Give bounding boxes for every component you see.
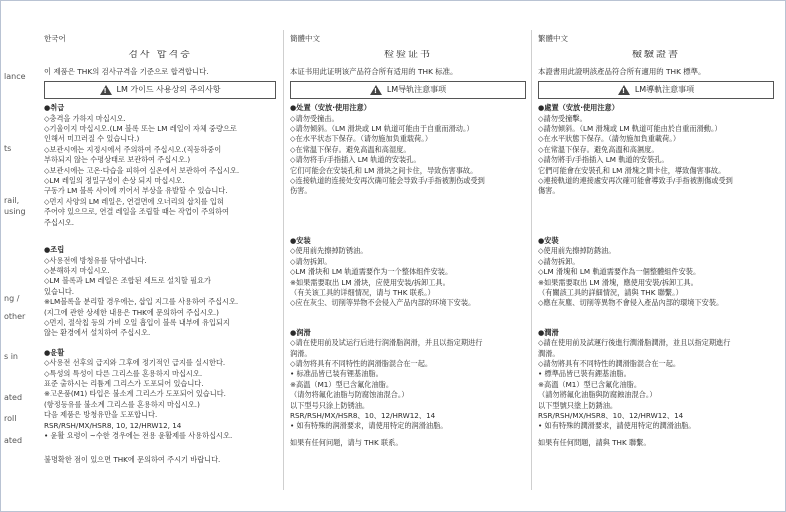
text-line: 주어야 있으므로, 연결 레일을 조립할 때는 작업이 주의하여 bbox=[44, 207, 229, 217]
text-line: • 標準品皆已裝有鋰基油脂。 bbox=[538, 369, 631, 379]
text-line: ◇보관시에는 고온·다습을 피하여 실온에서 보관하여 주십시오. bbox=[44, 165, 240, 175]
text-line: (지그에 관한 상세한 내용은 THK에 문의하여 주십시오.) bbox=[44, 307, 219, 317]
text-line: 傷害。 bbox=[538, 186, 560, 196]
edge-fragment: rail, bbox=[4, 196, 20, 205]
text-line: 它們可能會在安裝孔和 LM 滑塊之間卡住，導致傷害事故。 bbox=[538, 165, 726, 175]
text-line: RSR/RSH/MX/HSR8、10、12/HRW12、14 bbox=[290, 410, 436, 420]
warning-icon bbox=[100, 85, 112, 95]
text-line: ◇在常溫下保存。避免高溫和高濕度。 bbox=[538, 144, 659, 154]
text-line: ◇기울이지 마십시오.(LM 블록 또는 LM 레일이 자체 중량으로 bbox=[44, 124, 237, 134]
text-line: 伤害。 bbox=[290, 186, 312, 196]
text-line: 다음 제품은 방청유만을 도포합니다. bbox=[44, 410, 158, 420]
text-line: ◇應在灰塵、切削等異物不會侵入產品內部的環境下安裝。 bbox=[538, 298, 724, 308]
text-line: ◇連接軌道的連接處安再次確可能會導致手/手指被割傷或受到 bbox=[538, 176, 733, 186]
section-handling: ●處置（安放·使用注意） bbox=[538, 103, 619, 113]
caution-header-text: LM导轨注意事项 bbox=[386, 85, 447, 95]
language-label: 繁體中文 bbox=[538, 34, 568, 43]
language-label: 한국어 bbox=[44, 34, 66, 43]
text-line: ◇请在使用前及试运行后进行润滑脂润滑，并且以指定期进行 bbox=[290, 338, 483, 348]
text-line: 以下型號只塗上防銹油。 bbox=[538, 400, 618, 410]
text-line: 부하되지 않는 수평상태로 보관하여 주십시오.) bbox=[44, 155, 191, 165]
section-lubrication: ●潤滑 bbox=[538, 327, 559, 337]
section-assembly: ●조립 bbox=[44, 245, 65, 255]
caution-header bbox=[290, 81, 526, 99]
text-line: ◇請勿將具有不同特性的潤滑脂混合在一起。 bbox=[538, 358, 681, 368]
text-line: ◇請勿將手/手指插入 LM 軌道的安裝孔。 bbox=[538, 155, 669, 165]
text-line: ◇먼지, 절삭칩 등의 가비 오일 흡입이 블록 내부에 유입되지 bbox=[44, 317, 230, 327]
text-line: ◇LM 블록과 LM 레일은 조합된 세트로 설치할 필요가 bbox=[44, 276, 211, 286]
text-line: 표준 출하시는 리튬계 그리스가 도포되어 있습니다. bbox=[44, 378, 204, 388]
text-line: • 标准品皆已装有锂基油脂。 bbox=[290, 369, 383, 379]
text-line: ◇请勿将手/手指插入 LM 轨道的安装孔。 bbox=[290, 155, 421, 165]
certificate-note: 本证书用此证明该产品符合所有适用的 THK 标准。 bbox=[290, 66, 458, 76]
text-line: ◇在水平状态下保存。（请勿施加负重载荷。） bbox=[290, 134, 433, 144]
edge-fragment: roll bbox=[4, 414, 17, 423]
text-line: 주십시오. bbox=[44, 217, 75, 227]
edge-fragment: ated bbox=[4, 393, 23, 402]
certificate-title: 檢驗證書 bbox=[632, 50, 680, 61]
footer-note: 如果有任何問題，請與 THK 聯繫。 bbox=[538, 437, 651, 447]
text-line: • 如有特殊的潤滑要求，請使用特定的潤滑油脂。 bbox=[538, 421, 696, 431]
footer-note: 불명확한 점이 있으면 THK에 문의하여 주시기 바랍니다. bbox=[44, 455, 221, 465]
text-line: 인해서 미끄러질 수 있습니다.) bbox=[44, 134, 140, 144]
column-divider bbox=[283, 30, 284, 490]
text-line: ※如果需要取出 LM 滑块，应使用安装/拆卸工具。 bbox=[290, 277, 450, 287]
text-line: ◇请勿受撞击。 bbox=[290, 113, 339, 123]
text-line: （请勿将氟化油脂与防腐蚀油混合。） bbox=[290, 390, 409, 400]
caution-header bbox=[538, 81, 774, 99]
text-line: ◇請勿受撞擊。 bbox=[538, 113, 587, 123]
text-line: ◇사용전에 방청유를 닦아냅니다. bbox=[44, 255, 147, 265]
traditional-chinese-column bbox=[538, 34, 774, 494]
text-line: ◇使用前先擦掉防锈油。 bbox=[290, 246, 368, 256]
section-assembly: ●安裝 bbox=[538, 235, 559, 245]
column-divider bbox=[531, 30, 532, 490]
text-line: • 如有特殊的润滑要求，请使用特定的润滑油脂。 bbox=[290, 421, 448, 431]
korean-column bbox=[44, 34, 276, 494]
language-label: 簡體中文 bbox=[290, 34, 320, 43]
section-lubrication: ●润滑 bbox=[290, 327, 311, 337]
footer-note: 如果有任何问题，请与 THK 联系。 bbox=[290, 437, 403, 447]
certificate-title: 검사 합격증 bbox=[128, 50, 192, 61]
certificate-note: 이 제품은 THK의 검사규격을 기준으로 합격합니다. bbox=[44, 66, 209, 76]
caution-header bbox=[44, 81, 276, 99]
text-line: ※LM블록을 분리할 경우에는, 삽입 지그를 사용하여 주십시오. bbox=[44, 297, 239, 307]
edge-fragment: other bbox=[4, 312, 26, 321]
text-line: ◇LM 레일의 정밀구성이 손상 되지 마십시오. bbox=[44, 176, 185, 186]
text-line: RSR/RSH/MX/HSR8, 10, 12/HRW12, 14 bbox=[44, 420, 182, 430]
text-line: ※如果需要取出 LM 滑塊，應使用安裝/拆卸工具。 bbox=[538, 277, 698, 287]
text-line: ◇사용전 선후의 급지와 그후에 정기적인 급지를 실시한다. bbox=[44, 358, 226, 368]
edge-fragment: ated bbox=[4, 436, 23, 445]
edge-fragment: lance bbox=[4, 72, 26, 81]
text-line: RSR/RSH/MX/HSR8、10、12/HRW12、14 bbox=[538, 410, 684, 420]
text-line: 它们可能会在安装孔和 LM 滑块之间卡住，导致伤害事故。 bbox=[290, 165, 478, 175]
text-line: • 윤활 요령이 ~수한 경우에는 전용 윤활제를 사용하십시오. bbox=[44, 431, 233, 440]
warning-icon bbox=[618, 85, 630, 95]
text-line: ◇보관시에는 지정시에서 주의하여 주십시오.(직등하중이 bbox=[44, 144, 222, 154]
section-lubrication: ●윤활 bbox=[44, 347, 65, 357]
text-line: (항정등유를 불소계 그리스를 혼용하지 마십시오.) bbox=[44, 399, 200, 409]
text-line: 않는 환경에서 설치하여 주십시오. bbox=[44, 328, 151, 338]
section-handling: ●处置（安放·使用注意） bbox=[290, 103, 371, 113]
text-line: ※高温（M1）型已含氟化油脂。 bbox=[290, 379, 394, 389]
text-line: ◇LM 滑塊和 LM 軌道需要作為一個整體組件安裝。 bbox=[538, 267, 701, 277]
text-line: ◇请勿将具有不同特性的润滑脂混合在一起。 bbox=[290, 358, 433, 368]
text-line: ◇請勿傾斜。（LM 滑塊或 LM 軌道可能由於自重而滑動。） bbox=[538, 124, 722, 134]
text-line: （有关该工具的详细情况，请与 THK 联系。） bbox=[290, 287, 435, 297]
edge-fragment: using bbox=[4, 207, 26, 216]
text-line: ◇먼지 사양의 LM 레일은, 연결면에 오너리의 삽치를 입혀 bbox=[44, 196, 224, 206]
text-line: ◇請勿拆卸。 bbox=[538, 256, 580, 266]
text-line: ◇在水平狀態下保存。（請勿施加負重載荷。） bbox=[538, 134, 681, 144]
text-line: ◇LM 滑块和 LM 轨道需要作为一个整体组件安装。 bbox=[290, 267, 453, 277]
text-line: ◇应在灰尘、切削等异物不会侵入产品内部的环境下安装。 bbox=[290, 298, 476, 308]
text-line: 潤滑。 bbox=[538, 348, 560, 358]
text-line: ◇분해하지 마십시오. bbox=[44, 265, 110, 275]
warning-icon bbox=[370, 85, 382, 95]
certificate-note: 本證書用此證明該產品符合所有適用的 THK 標準。 bbox=[538, 66, 706, 76]
caution-header-text: LM導軌注意事項 bbox=[634, 85, 695, 95]
text-line: ◇請在使用前及試運行後進行潤滑脂潤滑，並且以指定期進行 bbox=[538, 338, 731, 348]
text-line: ◇请勿拆卸。 bbox=[290, 256, 332, 266]
text-line: ◇请勿倾斜。（LM 滑块或 LM 轨道可能由于自重而滑动。） bbox=[290, 124, 474, 134]
text-line: ◇连接轨道的连接处安再次确可能会导致手/手指被割伤或受到 bbox=[290, 176, 485, 186]
text-line: （請勿將氟化油脂與防腐蝕油混合。） bbox=[538, 390, 657, 400]
edge-fragment: ts bbox=[4, 144, 12, 153]
edge-fragment: s in bbox=[4, 352, 19, 361]
certificate-title: 检验证书 bbox=[384, 50, 432, 61]
text-line: 구동가 LM 블록 사이에 끼어서 부상을 유발할 수 있습니다. bbox=[44, 186, 228, 196]
text-line: ※고온품(M1) 타입은 불소계 그리스가 도포되어 있습니다. bbox=[44, 389, 226, 399]
text-line: ◇특성의 특성이 다른 그리스를 혼용하지 마십시오. bbox=[44, 368, 203, 378]
caution-header-text: LM 가이드 사용상의 주의사항 bbox=[116, 85, 221, 95]
text-line: 润滑。 bbox=[290, 348, 312, 358]
text-line: ※高溫（M1）型已含氟化油脂。 bbox=[538, 379, 642, 389]
text-line: （有關該工具的詳細情況，請與 THK 聯繫。） bbox=[538, 287, 683, 297]
simplified-chinese-column bbox=[290, 34, 526, 494]
text-line: 있습니다. bbox=[44, 286, 75, 296]
edge-fragment: ng / bbox=[4, 294, 20, 303]
section-handling: ●취급 bbox=[44, 103, 65, 113]
section-assembly: ●安装 bbox=[290, 235, 311, 245]
text-line: ◇在常温下保存。避免高温和高湿度。 bbox=[290, 144, 411, 154]
text-line: ◇충격을 가하지 마십시오. bbox=[44, 113, 126, 123]
text-line: ◇使用前先擦掉防銹油。 bbox=[538, 246, 616, 256]
text-line: 以下型号只涂上防锈油。 bbox=[290, 400, 370, 410]
